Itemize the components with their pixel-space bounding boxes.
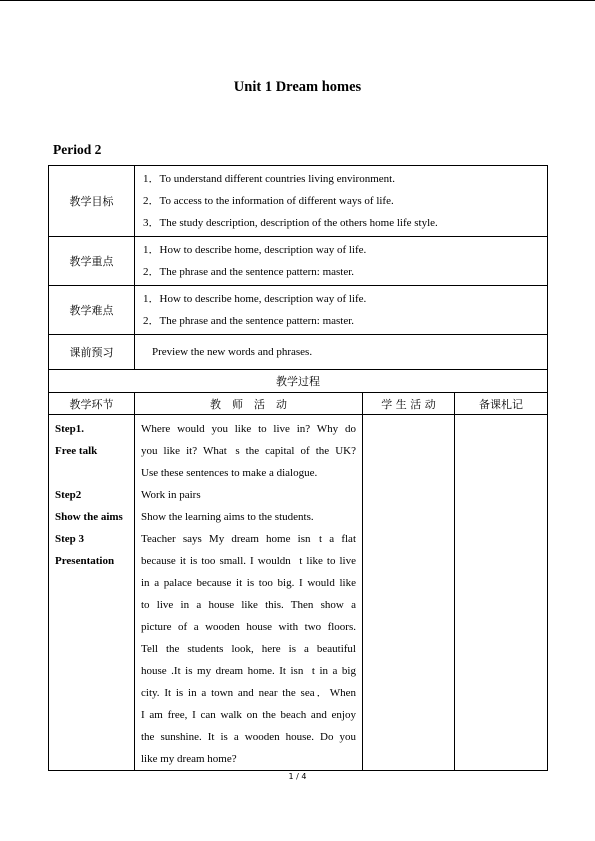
step-label: Step1. (55, 423, 85, 435)
teacher-line: like my dream home? (141, 753, 237, 765)
teacher-line: because it is too small. I wouldn t like to live (141, 555, 356, 567)
teacher-line: to live in a house like this. Then show a (141, 599, 356, 611)
teacher-line: Teacher says My dream home isn t a flat (141, 533, 356, 545)
key-points-list (135, 237, 548, 286)
difficulty-item: 1．How to describe home, description way of life. (143, 293, 367, 305)
key-points-label: 教学重点 (49, 237, 135, 286)
teacher-activity-cell (135, 415, 363, 771)
teacher-line: Show the learning aims to the students. (141, 511, 314, 523)
period-heading: Period 2 (53, 142, 102, 157)
preview-text: Preview the new words and phrases. (135, 335, 548, 370)
preview-row (49, 335, 548, 370)
process-body-row (49, 415, 548, 771)
step-label: Free talk (55, 445, 98, 457)
column-header-notes: 备课札记 (455, 393, 548, 415)
key-point-item: 1．How to describe home, description way of life. (143, 244, 367, 256)
page-number: 1 / 4 (288, 772, 307, 781)
column-header-teacher: 教 师 活 动 (135, 393, 363, 415)
objectives-label: 教学目标 (49, 166, 135, 237)
step-label: Step2 (55, 489, 82, 501)
teacher-line: I am free, I can walk on the beach and enjoy (141, 709, 356, 721)
difficulty-item: 2．The phrase and the sentence pattern: master. (143, 315, 355, 327)
difficulties-row (49, 286, 548, 335)
teacher-line: Where would you like to live in? Why do (141, 423, 356, 435)
teacher-line: Work in pairs (141, 489, 201, 501)
top-rule (0, 0, 595, 1)
steps-cell (49, 415, 135, 771)
teacher-line: house .It is my dream home. It isn t in a big (141, 665, 356, 677)
teacher-line: Use these sentences to make a dialogue. (141, 467, 318, 479)
objectives-row (49, 166, 548, 237)
preview-label: 课前预习 (49, 335, 135, 370)
teacher-line: in a palace because it is too big. I would like (141, 577, 356, 589)
step-label: Step 3 (55, 533, 85, 545)
teacher-line: the sunshine. It is a wooden house. Do you (141, 731, 356, 743)
lesson-plan-table (48, 165, 548, 771)
column-header-student: 学 生 活 动 (363, 393, 455, 415)
teacher-line: you like it? What s the capital of the UK? (141, 445, 356, 457)
process-title: 教学过程 (49, 370, 548, 393)
objectives-list (135, 166, 548, 237)
step-label: Presentation (55, 555, 115, 567)
notes-cell (455, 415, 548, 771)
step-label: Show the aims (55, 511, 123, 523)
teacher-line: city. It is in a town and near the sea．When (141, 687, 356, 699)
teacher-line: Tell the students look, here is a beautiful (141, 643, 356, 655)
column-header-row (49, 393, 548, 415)
objective-item: 1．To understand different countries living environment. (143, 173, 395, 185)
process-title-row (49, 370, 548, 393)
page-title: Unit 1 Dream homes (233, 79, 362, 95)
difficulties-list (135, 286, 548, 335)
difficulties-label: 教学难点 (49, 286, 135, 335)
column-header-step: 教学环节 (49, 393, 135, 415)
key-points-row (49, 237, 548, 286)
step-label (55, 462, 134, 484)
objective-item: 2．To access to the information of different ways of life. (143, 195, 394, 207)
objective-item: 3．The study description, description of the others home life style. (143, 217, 438, 229)
student-activity-cell (363, 415, 455, 771)
key-point-item: 2．The phrase and the sentence pattern: master. (143, 266, 355, 278)
teacher-line: picture of a wooden house with two floors. (141, 621, 356, 633)
